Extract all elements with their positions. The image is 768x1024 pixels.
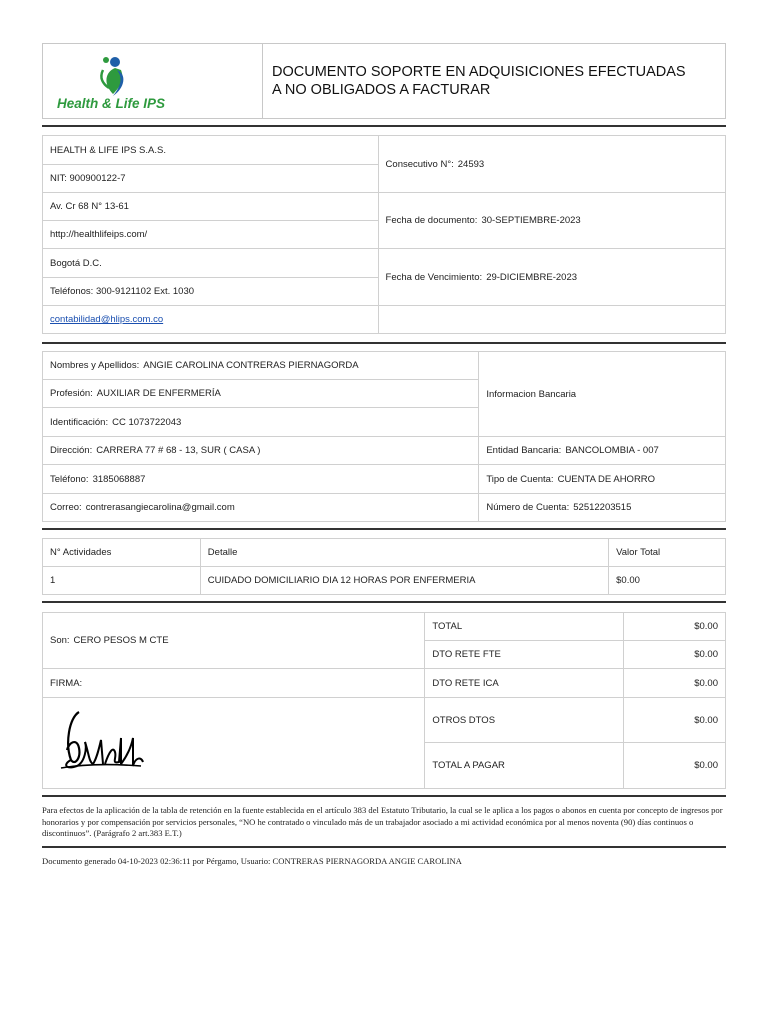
header-box [42, 43, 726, 119]
rete-fte-label: DTO RETE FTE [425, 641, 624, 669]
nombres-cell [43, 352, 479, 380]
correo-label: Correo: [50, 502, 82, 513]
total-pagar-value: $0.00 [624, 743, 726, 789]
nombres-value: ANGIE CAROLINA CONTRERAS PIERNAGORDA [143, 360, 359, 371]
vencimiento-value: 29-DICIEMBRE-2023 [486, 271, 578, 283]
correo-cell [43, 494, 479, 522]
otros-dtos-value: $0.00 [624, 698, 726, 743]
signature-image [55, 708, 145, 778]
generated-info: Documento generado 04-10-2023 02:36:11 por Pérgamo, Usuario: CONTRERAS PIERNAGORDA ANGIE CAROLINA [42, 856, 462, 866]
total-pagar-label: TOTAL A PAGAR [425, 743, 624, 789]
company-city: Bogotá D.C. [43, 249, 379, 278]
consecutivo-label: Consecutivo N°: [385, 158, 454, 170]
activity-valor: $0.00 [609, 567, 726, 595]
firma-label: FIRMA: [43, 669, 425, 698]
tipo-cuenta-label: Tipo de Cuenta: [486, 473, 554, 485]
bank-heading: Informacion Bancaria [479, 352, 726, 437]
title-line-2: A NO OBLIGADOS A FACTURAR [272, 82, 491, 98]
rete-fte-value: $0.00 [624, 641, 726, 669]
son-cell [43, 613, 425, 669]
health-life-logo-icon [95, 54, 135, 100]
divider [42, 342, 726, 344]
telefono-label: Teléfono: [50, 473, 89, 485]
profesion-cell [43, 380, 479, 408]
correo-value: contrerasangiecarolina@gmail.com [85, 502, 235, 513]
consecutivo-value: 24593 [457, 158, 485, 170]
document-title [272, 63, 686, 99]
numero-cuenta-value: 52512203515 [573, 502, 632, 513]
consecutivo-cell [378, 136, 725, 193]
company-email-cell [43, 306, 379, 334]
logo-cell [43, 44, 263, 118]
direccion-value: CARRERA 77 # 68 - 13, SUR ( CASA ) [96, 445, 261, 456]
divider [42, 846, 726, 848]
company-nit: NIT: 900900122-7 [43, 165, 379, 193]
vencimiento-label: Fecha de Vencimiento: [385, 271, 483, 283]
identificacion-cell [43, 408, 479, 437]
signature-cell [43, 698, 425, 789]
legal-note: Para efectos de la aplicación de la tabla de retención en la fuente establecida en el artículo 383 del Estatuto Tributario, la cual se le aplica a los pagos o abonos en cuenta por concepto de ingresos por honorarios y por compensación por servicios personales, “NO he contratado o vinculado más de un trabajador asociado a mi actividad económica por al menos noventa (90) días continuos o discontinuos”. (Parágrafo 2 art.383 E.T.) [42, 805, 723, 838]
total-value: $0.00 [624, 613, 726, 641]
tipo-cuenta-value: CUENTA DE AHORRO [557, 473, 656, 485]
company-table [42, 135, 726, 334]
telefono-value: 3185068887 [92, 473, 146, 485]
divider [42, 601, 726, 603]
numero-cuenta-label: Número de Cuenta: [486, 502, 570, 513]
identificacion-label: Identificación: [50, 416, 109, 428]
activities-table [42, 538, 726, 595]
divider [42, 795, 726, 797]
son-value: CERO PESOS M CTE [73, 635, 169, 646]
telefono-cell [43, 465, 479, 494]
title-line-1: DOCUMENTO SOPORTE EN ADQUISICIONES EFECTUADAS [272, 64, 686, 80]
total-label: TOTAL [425, 613, 624, 641]
entidad-label: Entidad Bancaria: [486, 445, 562, 456]
empty-cell [378, 306, 725, 334]
direccion-label: Dirección: [50, 445, 93, 456]
entidad-value: BANCOLOMBIA - 007 [565, 445, 659, 456]
fecha-cell [378, 193, 725, 249]
son-label: Son: [50, 635, 70, 646]
fecha-label: Fecha de documento: [385, 215, 478, 226]
activities-header-num: N° Actividades [43, 539, 201, 567]
direccion-cell [43, 437, 479, 465]
company-phones: Teléfonos: 300-9121102 Ext. 1030 [43, 278, 379, 306]
divider [42, 528, 726, 530]
table-row [43, 567, 726, 595]
activity-num: 1 [43, 567, 201, 595]
nombres-label: Nombres y Apellidos: [50, 360, 140, 371]
rete-ica-label: DTO RETE ICA [425, 669, 624, 698]
profesion-label: Profesión: [50, 388, 93, 399]
vencimiento-cell [378, 249, 725, 306]
profesion-value: AUXILIAR DE ENFERMERÍA [96, 388, 221, 399]
totals-table [42, 612, 726, 789]
divider [42, 125, 726, 127]
person-table [42, 351, 726, 522]
fecha-value: 30-SEPTIEMBRE-2023 [481, 215, 581, 226]
entidad-cell [479, 437, 726, 465]
activities-header-detalle: Detalle [200, 539, 608, 567]
rete-ica-value: $0.00 [624, 669, 726, 698]
activities-header-valor: Valor Total [609, 539, 726, 567]
company-name: HEALTH & LIFE IPS S.A.S. [43, 136, 379, 165]
otros-dtos-label: OTROS DTOS [425, 698, 624, 743]
logo-text: Health & Life IPS [57, 96, 166, 111]
company-email-link[interactable]: contabilidad@hlips.com.co [50, 314, 164, 325]
company-address: Av. Cr 68 N° 13-61 [43, 193, 379, 221]
identificacion-value: CC 1073722043 [112, 416, 182, 428]
numero-cuenta-cell [479, 494, 726, 522]
activity-detalle: CUIDADO DOMICILIARIO DIA 12 HORAS POR ENFERMERIA [200, 567, 608, 595]
tipo-cuenta-cell [479, 465, 726, 494]
company-website: http://healthlifeips.com/ [43, 221, 379, 249]
